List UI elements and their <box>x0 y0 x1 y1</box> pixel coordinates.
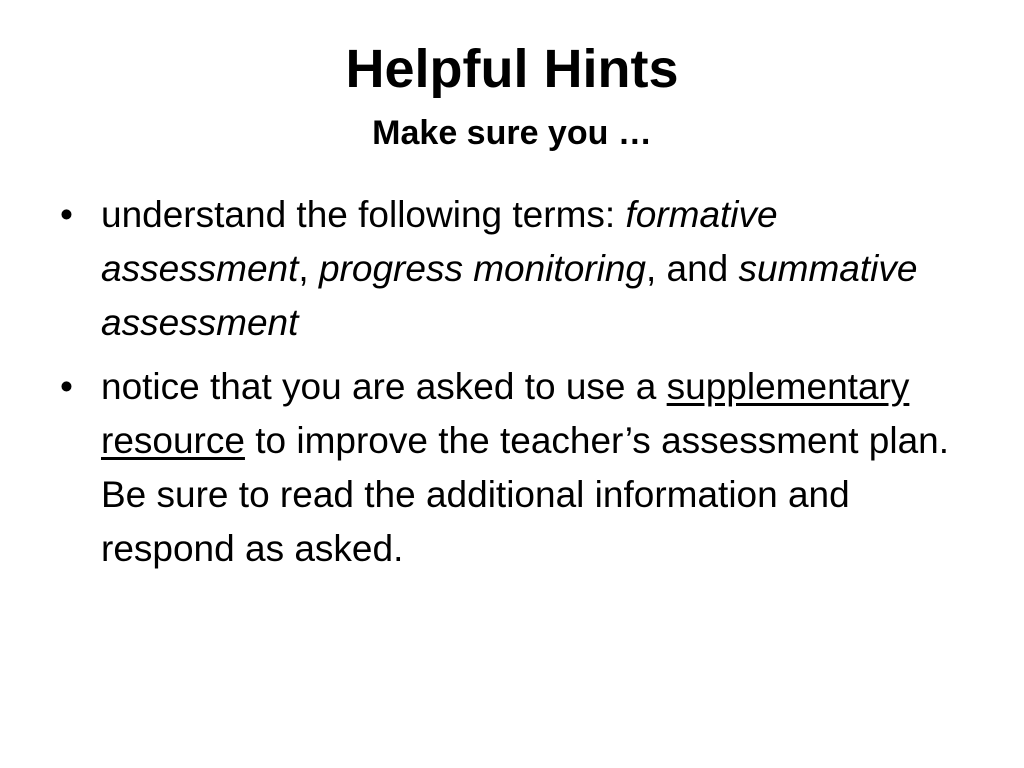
bullet-icon: • <box>60 194 73 235</box>
bullet-item-terms <box>60 188 960 350</box>
term-summative-assessment: summative assessment <box>101 248 918 343</box>
bullet-intro-text: notice that you are asked to use a <box>101 366 667 407</box>
term-progress-monitoring: progress monitoring <box>318 248 646 289</box>
bullet-list <box>60 188 960 586</box>
supplementary-resource-text: supplementary resource <box>101 366 910 461</box>
separator-text: , <box>298 248 319 289</box>
separator-text: , and <box>645 248 739 289</box>
bullet-rest-text: to improve the teacher’s assessment plan. Be sure to read the additional information and respond as asked. <box>101 420 950 569</box>
bullet-item-resource <box>60 360 960 576</box>
bullet-icon: • <box>60 366 73 407</box>
bullet-intro-text: understand the following terms: <box>101 194 626 235</box>
term-formative-assessment: formative assessment <box>101 194 778 289</box>
slide-subtitle: Make sure you … <box>372 114 652 152</box>
slide-title: Helpful Hints <box>345 39 679 99</box>
